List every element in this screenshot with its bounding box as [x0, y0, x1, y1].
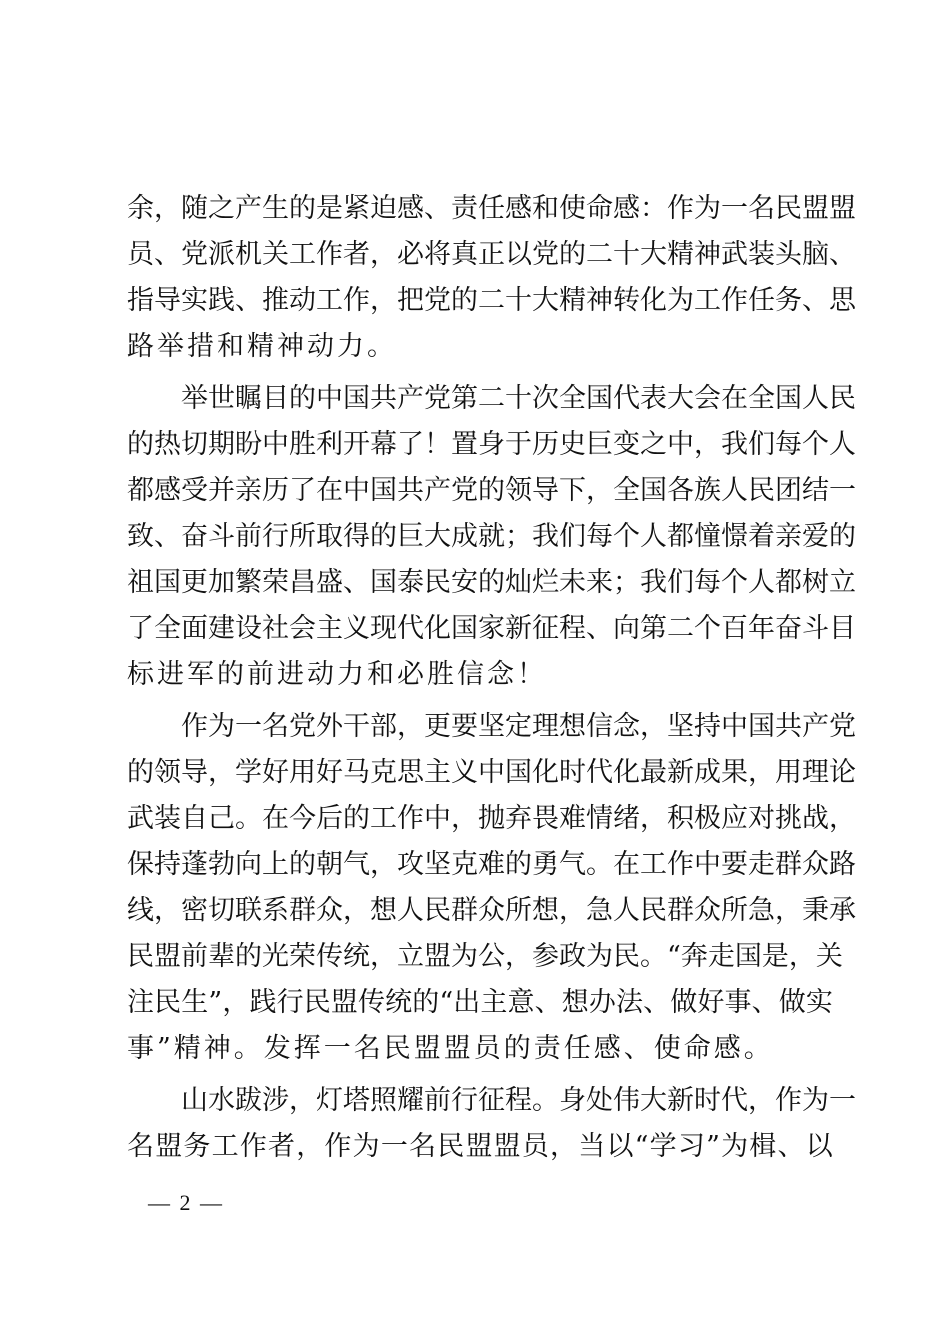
text-line: 事”精神。发挥一名民盟盟员的责任感、使命感。 — [127, 1033, 774, 1064]
text-line: 指 导 实 践 、 推 动 工 作 ， 把 党 的 二 十 大 精 神 转 化 为 工 作 任 务 、 思 — [127, 285, 856, 316]
paragraph — [127, 1078, 856, 1170]
text-line: 的 热 切 期 盼 中 胜 利 开 幕 了 ！ 置 身 于 历 史 巨 变 之 中 ， 我 们 每 个 人 — [127, 429, 856, 460]
text-line: 致 、 奋 斗 前 行 所 取 得 的 巨 大 成 就 ； 我 们 每 个 人 都 憧 憬 着 亲 爱 的 — [127, 521, 856, 552]
paragraph — [127, 376, 856, 698]
text-line: 作 为 一 名 党 外 干 部 ， 更 要 坚 定 理 想 信 念 ， 坚 持 中 国 共 产 党 — [181, 711, 856, 742]
text-line: 的 领 导 ， 学 好 用 好 马 克 思 主 义 中 国 化 时 代 化 最 新 成 果 ， 用 理 论 — [127, 757, 856, 788]
text-line: 了 全 面 建 设 社 会 主 义 现 代 化 国 家 新 征 程 、 向 第 二 个 百 年 奋 斗 目 — [127, 613, 856, 644]
text-line: 余 ， 随 之 产 生 的 是 紧 迫 感 、 责 任 感 和 使 命 感 ： 作 为 一 名 民 盟 盟 — [127, 193, 856, 224]
text-line: 举 世 瞩 目 的 中 国 共 产 党 第 二 十 次 全 国 代 表 大 会 在 全 国 人 民 — [181, 383, 856, 414]
text-line: 线 ， 密 切 联 系 群 众 ， 想 人 民 群 众 所 想 ， 急 人 民 群 众 所 急 ， 秉 承 — [127, 895, 856, 926]
paragraph — [127, 186, 856, 370]
text-line: 民 盟 前 辈 的 光 荣 传 统 ， 立 盟 为 公 ， 参 政 为 民 。 “ 奔 走 国 是 ， 关 — [127, 941, 843, 972]
text-line: 保 持 蓬 勃 向 上 的 朝 气 ， 攻 坚 克 难 的 勇 气 。 在 工 作 中 要 走 群 众 路 — [127, 849, 856, 880]
paragraph — [127, 704, 856, 1072]
body-text — [127, 186, 856, 1170]
text-line: 祖 国 更 加 繁 荣 昌 盛 、 国 泰 民 安 的 灿 烂 未 来 ； 我 们 每 个 人 都 树 立 — [127, 567, 856, 598]
text-line: 名 盟 务 工 作 者 ， 作 为 一 名 民 盟 盟 员 ， 当 以 “ 学 习 ” 为 楫 、 以 — [127, 1131, 833, 1162]
text-line: 标进军的前进动力和必胜信念！ — [127, 659, 547, 690]
text-line: 都 感 受 并 亲 历 了 在 中 国 共 产 党 的 领 导 下 ， 全 国 各 族 人 民 团 结 一 — [127, 475, 856, 506]
text-line: 路举措和精神动力。 — [127, 331, 397, 362]
text-line: 员 、 党 派 机 关 工 作 者 ， 必 将 真 正 以 党 的 二 十 大 精 神 武 装 头 脑 、 — [127, 239, 856, 270]
text-line: 注 民 生 ” ， 践 行 民 盟 传 统 的 “ 出 主 意 、 想 办 法 、 做 好 事 、 做 实 — [127, 987, 833, 1018]
text-line: 山 水 跋 涉 ， 灯 塔 照 耀 前 行 征 程 。 身 处 伟 大 新 时 代 ， 作 为 一 — [181, 1085, 856, 1116]
text-line: 武 装 自 己 。 在 今 后 的 工 作 中 ， 抛 弃 畏 难 情 绪 ， 积 极 应 对 挑 战 ， — [127, 803, 856, 834]
page-number: — 2 — — [148, 1190, 224, 1215]
